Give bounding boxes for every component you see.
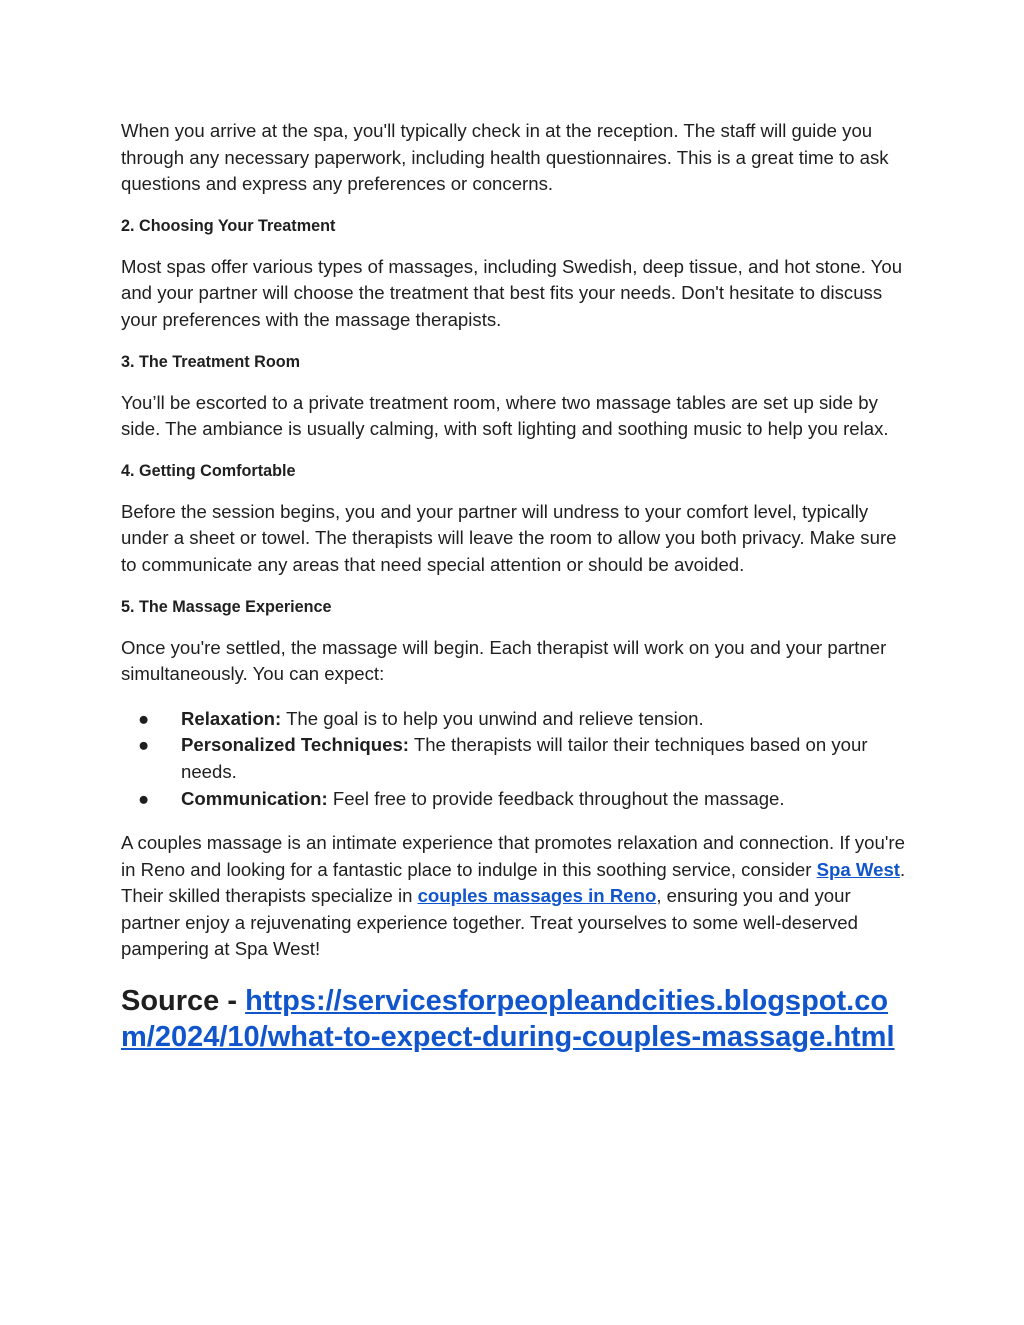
bullet-icon: ● (138, 734, 150, 756)
massage-experience-paragraph: Once you're settled, the massage will begin. Each therapist will work on you and your partner simultaneously. You can expect: (121, 636, 887, 685)
expectations-list (121, 706, 911, 812)
closing-paragraph (121, 830, 911, 963)
couples-massages-reno-link[interactable]: couples massages in Reno (417, 885, 657, 907)
list-item-term: Personalized Techniques: (181, 734, 409, 756)
choosing-treatment-paragraph: Most spas offer various types of massages, including Swedish, deep tissue, and hot stone. You and your partner will choose the treatment that best fits your needs. Don't hesitate to discuss your preferences with the massage therapists. (121, 255, 903, 330)
closing-text-3: , ensuring you and your partner enjoy a rejuvenating experience together. Treat yourselves to some well-deserved pampering at Spa West! (121, 885, 858, 960)
closing-text-1: A couples massage is an intimate experience that promotes relaxation and connection. If you're in Reno and looking for a fantastic place to indulge in this soothing service, consider (121, 832, 905, 880)
getting-comfortable-paragraph: Before the session begins, you and your partner will undress to your comfort level, typically under a sheet or towel. The therapists will leave the room to allow you both privacy. Make sure to communicate any areas that need special attention or should be avoided. (121, 500, 897, 575)
massage-experience-heading: 5. The Massage Experience (121, 597, 332, 616)
list-item-text: Feel free to provide feedback throughout the massage. (327, 787, 785, 809)
bullet-icon: ● (138, 787, 150, 809)
list-item-text: The goal is to help you unwind and relieve tension. (281, 707, 704, 729)
closing-text-2: . Their skilled therapists specialize in (121, 858, 906, 907)
list-item-term: Relaxation: (181, 707, 282, 729)
list-item-term: Communication: (181, 787, 328, 809)
document-page (121, 118, 911, 1055)
list-item-text: The therapists will tailor their techniques based on your needs. (181, 734, 868, 782)
arrival-paragraph: When you arrive at the spa, you'll typically check in at the reception. The staff will guide you through any necessary paperwork, including health questionnaires. This is a great time to ask questions and express any preferences or concerns. (121, 120, 889, 195)
source-url-link[interactable]: https://servicesforpeopleandcities.blogspot.com/2024/10/what-to-expect-during-couples-massage.html (121, 985, 895, 1054)
source-heading (121, 983, 911, 1055)
list-item-relaxation (121, 706, 911, 733)
source-label: Source - (121, 985, 246, 1018)
list-item-personalized-techniques (121, 732, 911, 785)
treatment-room-heading: 3. The Treatment Room (121, 352, 300, 371)
treatment-room-paragraph: You’ll be escorted to a private treatment room, where two massage tables are set up side by side. The ambiance is usually calming, with soft lighting and soothing music to help you relax. (121, 391, 889, 440)
list-item-communication (121, 786, 911, 813)
choosing-treatment-heading: 2. Choosing Your Treatment (121, 216, 336, 235)
bullet-icon: ● (138, 707, 150, 729)
spa-west-link[interactable]: Spa West (816, 858, 900, 880)
getting-comfortable-heading: 4. Getting Comfortable (121, 461, 296, 480)
